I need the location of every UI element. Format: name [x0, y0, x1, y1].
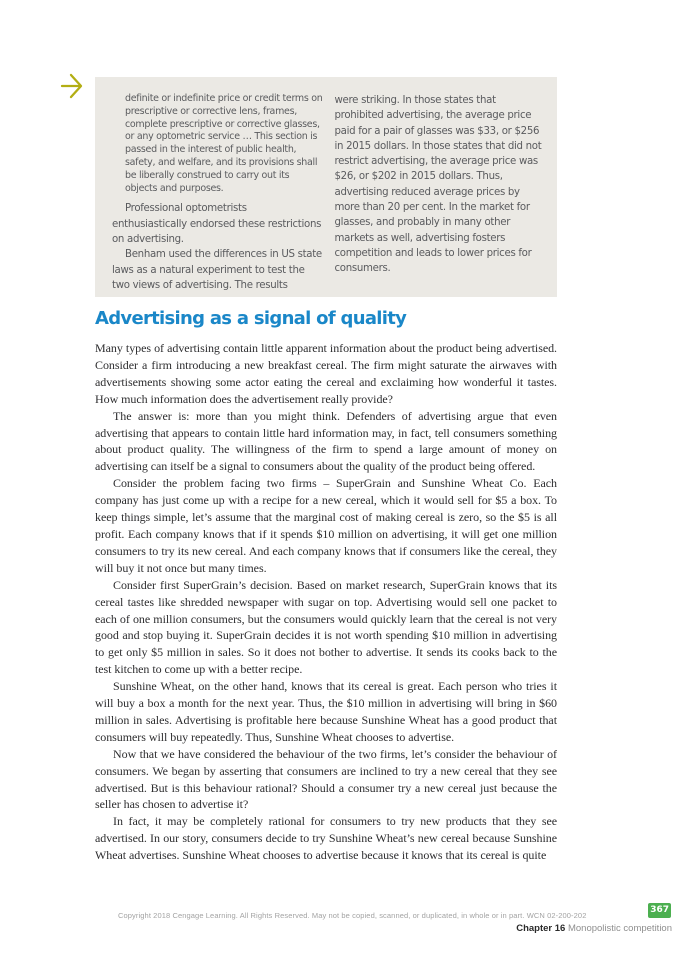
callout-box — [95, 77, 557, 297]
body-text — [95, 340, 557, 864]
callout-paragraph: Professional optometrists enthusiastically endorsed these restrictions on advertising. — [112, 203, 322, 245]
chapter-title: Monopolistic competition — [567, 923, 672, 934]
callout-left-column — [112, 93, 323, 297]
chapter-footer — [516, 923, 672, 934]
right-arrow-icon-svg — [59, 71, 87, 101]
page-number-badge: 367 — [648, 903, 671, 918]
copyright-notice: Copyright 2018 Cengage Learning. All Rights Reserved. May not be copied, scanned, or duplicated, in whole or in part. WCN 02-200-202 — [118, 911, 587, 920]
body-paragraph: The answer is: more than you might think. Defenders of advertising argue that even advertising that appears to contain little hard information may, in fact, tell consumers something about product quality. The willingness of the firm to spend a large amount of money on advertising can itself be a signal to consumers about the quality of the product being offered. — [95, 408, 557, 474]
body-paragraph: In fact, it may be completely rational for consumers to try new products that they see advertised. In our story, consumers decide to try Sunshine Wheat’s new cereal because Sunshine Wheat advertises. Sunshine Wheat chooses to advertise because it knows that its cereal is quite — [95, 814, 557, 863]
body-paragraph: Consider the problem facing two firms – SuperGrain and Sunshine Wheat Co. Each company has just come up with a recipe for a new cereal, which it would sell for $5 a box. To keep things simple, let’s assume that the marginal cost of making cereal is zero, so the $5 is all profit. Each company knows that if it spends $10 million on advertising, it will get one million consumers to try its new cereal. And each company knows that if consumers like the cereal, they will buy it not once but many times. — [95, 476, 557, 575]
chapter-label: Chapter 16 — [516, 923, 566, 934]
callout-paragraph: were striking. In those states that prohibited advertising, the average price paid for a pair of glasses was $33, or $256 in 2015 dollars. In those states that did not restrict advertising, the average price was $26, or $202 in 2015 dollars. Thus, advertising reduced average prices by more than 20 per cent. In the market for glasses, and probably in many other markets as well, advertising fosters competition and leads to lower prices for consumers. — [334, 95, 542, 275]
body-paragraph: Now that we have considered the behaviour of the two firms, let’s consider the behaviour of consumers. We began by asserting that consumers are inclined to try a new cereal that they see advertised. But is this behaviour rational? Should a consumer try a new cereal just because the seller has chosen to advertise it? — [95, 746, 557, 812]
body-paragraph: Consider first SuperGrain’s decision. Based on market research, SuperGrain knows that its cereal tastes like shredded newspaper with sugar on top. Advertising would sell one packet to each of one million consumers, but the consumers would quickly learn that the cereal is not very good and stop buying it. SuperGrain decides it is not worth spending $10 million in advertising to get only $5 million in sales. So it does not bother to advertise. It sends its cooks back to the test kitchen to come up with a better recipe. — [95, 577, 557, 677]
section-heading: Advertising as a signal of quality — [95, 308, 407, 329]
body-paragraph: Sunshine Wheat, on the other hand, knows that its cereal is great. Each person who tries it will buy a box a month for the next year. Thus, the $10 million in advertising will bring in $60 million in sales. Advertising is profitable here because Sunshine Wheat has a good product that consumers will buy repeatedly. Thus, Sunshine Wheat chooses to advertise. — [95, 679, 557, 744]
callout-paragraph: Benham used the differences in US state laws as a natural experiment to test the two views of advertising. The results — [112, 249, 322, 291]
body-paragraph: Many types of advertising contain little apparent information about the product being advertised. Consider a firm introducing a new breakfast cereal. The firm might saturate the airwaves with advertisements showing some actor eating the cereal and exclaiming how wonderful it tastes. How much information does the advertisement really provide? — [95, 341, 557, 406]
right-arrow-icon — [59, 71, 87, 101]
callout-right-column — [335, 93, 546, 297]
callout-quote: definite or indefinite price or credit terms on prescriptive or corrective lens, frames, complete prescriptive or corrective glasses, or any optometric service … This section is passed in the interest of public health, safety, and welfare, and its provisions shall be liberally construed to carry out its objects and purposes. — [125, 93, 323, 194]
